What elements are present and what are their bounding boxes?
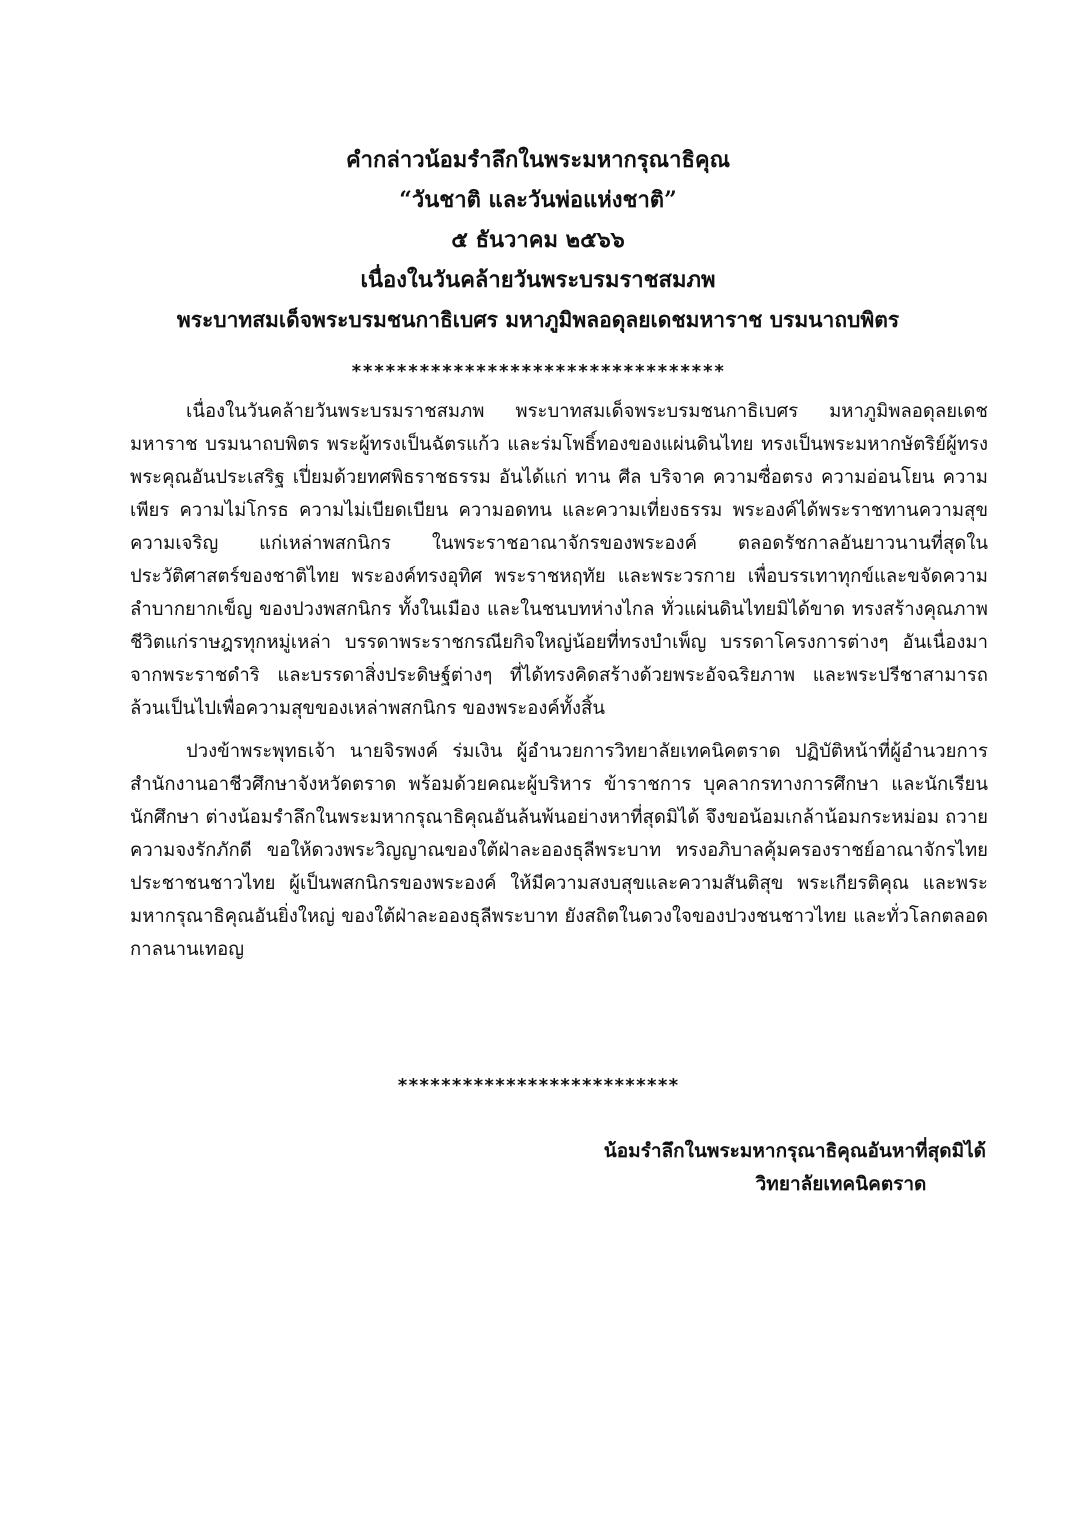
signature-block bbox=[586, 1135, 986, 1201]
separator-top: ********************************* bbox=[350, 361, 726, 382]
title-line-5: พระบาทสมเด็จพระบรมชนกาธิเบศร มหาภูมิพลอดุลยเดชมหาราช บรมนาถบพิตร bbox=[176, 307, 900, 332]
title-line-4: เนื่องในวันคล้ายวันพระบรมราชสมภพ bbox=[360, 267, 716, 293]
title-line-1: คำกล่าวน้อมรำลึกในพระมหากรุณาธิคุณ bbox=[345, 147, 731, 173]
title-block bbox=[0, 140, 1076, 340]
separator-bottom: ************************** bbox=[397, 1075, 679, 1096]
title-line-2: “วันชาติ และวันพ่อแห่งชาติ” bbox=[399, 187, 677, 213]
title-date: ๕ ธันวาคม ๒๕๖๖ bbox=[451, 227, 625, 253]
signature-line-2: วิทยาลัยเทคนิคตราด bbox=[755, 1173, 927, 1195]
paragraph-1: เนื่องในวันคล้ายวันพระบรมราชสมภพ พระบาทสมเด็จพระบรมชนกาธิเบศร มหาภูมิพลอดุลยเดช มหาราช บรมนาถบพิตร พระผู้ทรงเป็นฉัตรแก้ว และร่มโพธิ์ทองของแผ่นดินไทย ทรงเป็นพระมหากษัตริย์ผู้ทรงพระคุณอันประเสริฐ เปี่ยมด้วยทศพิธราชธรรม อันได้แก่ ทาน ศีล บริจาค ความซื่อตรง ความอ่อนโยน ความเพียร ความไม่โกรธ ความไม่เบียดเบียน ความอดทน และความเที่ยงธรรม พระองค์ได้พระราชทานความสุขความเจริญ แก่เหล่าพสกนิกร ในพระราชอาณาจักรของพระองค์ ตลอดรัชกาลอันยาวนานที่สุดในประวัติศาสตร์ของชาติไทย พระองค์ทรงอุทิศ พระราชหฤทัย และพระวรกาย เพื่อบรรเทาทุกข์และขจัดความลำบากยากเข็ญ ของปวงพสกนิกร ทั้งในเมือง และในชนบทห่างไกล ทั่วแผ่นดินไทยมิได้ขาด ทรงสร้างคุณภาพชีวิตแก่ราษฎรทุกหมู่เหล่า บรรดาพระราชกรณียกิจใหญ่น้อยที่ทรงบำเพ็ญ บรรดาโครงการต่างๆ อันเนื่องมาจากพระราชดำริ และบรรดาสิ่งประดิษฐ์ต่างๆ ที่ได้ทรงคิดสร้างด้วยพระอัจฉริยภาพ และพระปรีชาสามารถ ล้วนเป็นไปเพื่อความสุขของเหล่าพสกนิกร ของพระองค์ทั้งสิ้น bbox=[130, 401, 988, 719]
signature-line-1: น้อมรำลึกในพระมหากรุณาธิคุณอันหาที่สุดมิได้ bbox=[603, 1140, 986, 1162]
paragraph-2: ปวงข้าพระพุทธเจ้า นายจิรพงค์ ร่มเงิน ผู้อำนวยการวิทยาลัยเทคนิคตราด ปฏิบัติหน้าที่ผู้อำนวยการสำนักงานอาชีวศึกษาจังหวัดตราด พร้อมด้วยคณะผู้บริหาร ข้าราชการ บุคลากรทางการศึกษา และนักเรียน นักศึกษา ต่างน้อมรำลึกในพระมหากรุณาธิคุณอันล้นพ้นอย่างหาที่สุดมิได้ จึงขอน้อมเกล้าน้อมกระหม่อม ถวายความจงรักภักดี ขอให้ดวงพระวิญญาณของใต้ฝ่าละอองธุลีพระบาท ทรงอภิบาลคุ้มครองราชย์อาณาจักรไทย ประชาชนชาวไทย ผู้เป็นพสกนิกรของพระองค์ ให้มีความสงบสุขและความสันติสุข พระเกียรติคุณ และพระมหากรุณาธิคุณอันยิ่งใหญ่ ของใต้ฝ่าละอองธุลีพระบาท ยังสถิตในดวงใจของปวงชนชาวไทย และทั่วโลกตลอดกาลนานเทอญ bbox=[130, 741, 988, 960]
body-text bbox=[130, 395, 988, 976]
